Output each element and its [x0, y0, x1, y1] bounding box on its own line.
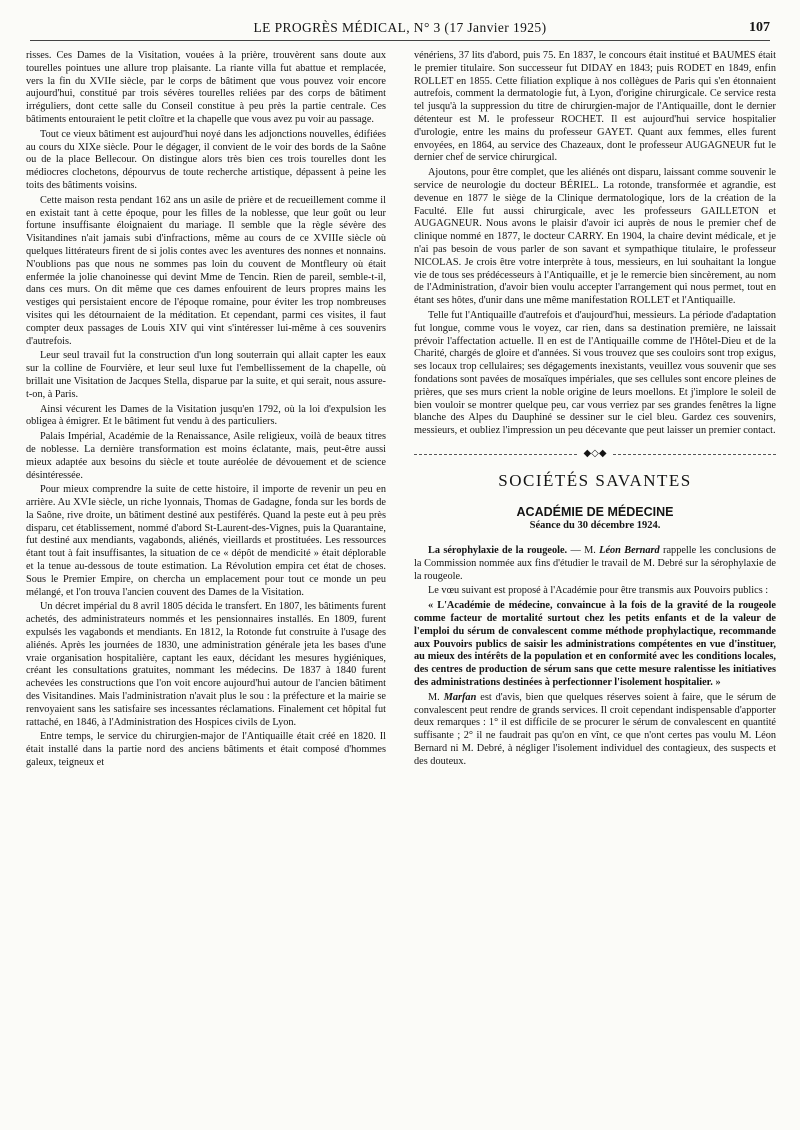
paragraph-text: rappelle les conclusions de la Commission nommée aux fins d'étudier le travail de M. Debré sur la sérophylaxie de la rougeole. [414, 545, 776, 582]
left-column [26, 50, 386, 1120]
paragraph: Palais Impérial, Académie de la Renaissance, Asile religieux, voilà de beaux titres de noblesse. La dernière transformation est moins éclatante, mais, peut-être aussi mieux adaptée aux besoins du siècle et toute auréolée de dévouement et de science désintéressée. [26, 431, 386, 481]
section-divider [414, 448, 776, 461]
paragraph: Leur seul travail fut la construction d'un long souterrain qui allait capter les eaux sur la colline de Fourvière, et leur seul luxe fut l'embellissement de la chapelle, où brillait une Visitation de Jacques Stella, disparue par la suite, et qui serait, nous assure-t-on, à Paris. [26, 350, 386, 400]
page-number: 107 [749, 20, 770, 35]
dash: — M. [567, 545, 600, 557]
paragraph: Ainsi vécurent les Dames de la Visitation jusqu'en 1792, où la loi d'expulsion les obligea à émigrer. Et le bâtiment fut vendu à des particuliers. [26, 403, 386, 428]
paragraph [414, 692, 776, 769]
section-title: SOCIÉTÉS SAVANTES [498, 470, 692, 490]
session-date: Séance du 30 décembre 1924. [529, 520, 661, 532]
paragraph: Un décret impérial du 8 avril 1805 décida le transfert. En 1807, les bâtiments furent achetés, des administrateurs nommés et les pensionnaires installés. En 1809, furent expulsés les vagabonds et mendiants. En 1812, la Rotonde fut construite à l'usage des aliénés. Après les journées de 1830, une administration générale jeta les bases d'une vraie organisation hospitalière, captant les eaux, décidant les mesures hygiéniques, créant les consultations gratuites, nommant les médecins. De 1837 à 1840 furent achevées les constructions que l'on voit encore aujourd'hui autour de l'ancien bâtiment des Visitandines. Mais l'administration n'avait plus le sou : la préfecture et la mairie se renvoyaient sans les satisfaire ses incessantes réclamations. Finalement cet hôpital fut rattaché, en 1846, à l'Administration des Hospices civils de Lyon. [26, 601, 386, 728]
speaker-name: Marfan [443, 691, 477, 703]
paragraph: Le vœu suivant est proposé à l'Académie pour être transmis aux Pouvoirs publics : [428, 585, 769, 597]
paragraph-text: est d'avis, bien que quelques réserves soient à faire, que le sérum de convalescent peut rendre de grands services. Il croit cependant indispensable d'apporter deux remarques : 1° il est difficile de se procurer le sérum de convalescent en quantité suffisante ; 2° il ne faudrait pas qu'on en vînt, ce que n'ont certes pas voulu M. Léon Bernard ni M. Debré, à négliger l'isolement individuel des contagieux, des suspects et des douteux. [414, 691, 776, 767]
running-header [30, 18, 770, 41]
paragraph: Entre temps, le service du chirurgien-major de l'Antiquaille était créé en 1820. Il était installé dans la partie nord des anciens bâtiments et était composé d'hommes galeux, teigneux et [26, 731, 386, 769]
paragraph: Pour mieux comprendre la suite de cette histoire, il importe de revenir un peu en arrière. Au XVIe siècle, un riche lyonnais, Thomas de Gadagne, fonda sur les bords de la Saône, rive droite, un bâtiment destiné aux pestiférés. Quand la peste eut à peu près disparu, cet établissement, nommé d'abord St-Laurent-des-Vignes, puis la Quarantaine, fut destiné aux mendiants, vagabonds, aliénés, vieillards et prostituées. Les ressources étant tout à fait insuffisantes, la situation de ce « dépôt de mendicité » était déplorable et la tenue au-dessous de toute estimation. La Révolution empira cet état de choses. Sous le Premier Empire, on chercha un emplacement pour tout ce monde un peu mélangé, et l'on trouva l'ancien couvent des Dames de la Visitation. [26, 484, 386, 598]
divider-line-left [414, 454, 577, 455]
resolution-quote: « L'Académie de médecine, convaincue à la fois de la gravité de la rougeole comme facteur de mortalité surtout chez les petits enfants et de la valeur de l'emploi du sérum de convalescent comme méthode prophylactique, recommande aux Pouvoirs publics de saisir les administrations compétentes en vue d'instituer, au mieux des intérêts de la population et en conformité avec les conditions locales, des centres de production de sérum sans que cette mesure ralentisse les initiatives des administrations destinées à perfectionner l'isolement hospitalier. » [414, 600, 776, 689]
academy-title: ACADÉMIE DE MÉDECINE [516, 504, 674, 519]
paragraph-lead: La sérophylaxie de la rougeole. [428, 545, 568, 557]
speaker-name: Léon Bernard [599, 545, 660, 557]
running-title: LE PROGRÈS MÉDICAL, N° 3 (17 Janvier 1925) [253, 20, 547, 35]
paragraph: Tout ce vieux bâtiment est aujourd'hui noyé dans les adjonctions nouvelles, édifiées au cours du XIXe siècle. Pour le dégager, il convient de le voir des bords de la Saône ou de la place Bellecour. On distingue alors très bien ces trois tourelles dont les médiocres clochetons, dépourvus de toute recherche artistique, dépassent à peine les toits des bâtiments voisins. [26, 128, 386, 191]
paragraph: vénériens, 37 lits d'abord, puis 75. En 1837, le concours était institué et BAUMÈS était le premier titulaire. Son successeur fut DIDAY en 1843; puis RODET en 1849, enfin ROLLET en 1855. Cette filiation explique à nos collègues de Paris qui s'en étonnaient autrefois, comment la dermatologie fut, à Lyon, d'origine chirurgicale. Ce service resta tel jusqu'à la suppression du titre de chirurgien-major de l'Antiquaille, dont le dernier détenteur est M. le professeur ROCHET. Il est aujourd'hui service hospitalier d'urologie, entre les mains du professeur GAYET. Quant aux femmes, elles furent envoyées, en 1864, au service des Chazeaux, dont le professeur AUGAGNEUR fut le dernier chef de service chirurgical. [414, 50, 776, 164]
paragraph: risses. Ces Dames de la Visitation, vouées à la prière, trouvèrent sans doute aux tourelles pointues une allure trop plaisante. La riante villa fut abattue et remplacée, vers la fin du XVIIe siècle, par le corps de bâtiment que vous pouvez voir encore aujourd'hui, constitué par trois sévères tourelles reliées par des corps de bâtiment irréguliers, dont cette salle du Conseil constitue à peu près la partie centrale. Ces bâtiments entouraient le petit cloître et la chapelle que vous avez pu voir au passage. [26, 50, 386, 125]
ornament-icon: ◆◇◆ [583, 447, 607, 459]
paragraph [414, 545, 776, 583]
paragraph-lead: M. [428, 691, 444, 703]
paragraph: Cette maison resta pendant 162 ans un asile de prière et de recueillement comme il en existait tant à cette époque, pour les filles de la noblesse, que leur goût ou leur fortune insuffisante éloignaient du mariage. Il semble que la règle sévère des Visitandines n'ait jamais subi d'infractions, même au cours de ce XVIIIe siècle où quelques littérateurs firent de si jolis contes avec les aventures des nonnes et nonnains. N'oublions pas que nous ne sommes pas loin du couvent de Montfleury où était enfermée la jolie chanoinesse qui devint Mme de Tencin. Rien de pareil, semble-t-il, dans ces murs. On dit même que ces dames enfouirent de leurs propres mains les vestiges qui persistaient encore de l'époque romaine, pour éviter les trop nombreuses visites qui les détournaient de la méditation. Et cependant, parmi ces visites, il faut compter deux passages de Louis XIV qui vint s'intéresser lui-même à ces souvenirs d'autrefois. [26, 194, 386, 347]
divider-line-right [613, 454, 776, 455]
right-column [414, 50, 776, 1120]
paragraph: Ajoutons, pour être complet, que les aliénés ont disparu, laissant comme souvenir le service de neurologie du docteur BÉRIEL. La rotonde, transformée et agrandie, est devenue en 1877 le siège de la Clinique dermatologique, lors de la création de la Faculté. Elle fut aussi chirurgicale, avec les professeurs GAILLETON et AUGAGNEUR. Nous avons le plaisir d'avoir ici auprès de nous le premier chef de clinique nommé en 1877, le docteur CARRY. En 1904, la chaire devint médicale, et je n'ai pas besoin de vous parler de son savant et sympathique titulaire, le professeur NICOLAS. Je crois être votre interprète à tous, messieurs, en lui souhaitant la longue vie de tous ses prédécesseurs à l'Antiquaille, et je le remercie bien sincèrement, au nom de l'Administration, d'avoir bien voulu accepter l'arrangement qui nous permet, tout en étant ses hôtes, d'unir dans une même manifestation ROLLET et l'Antiquaille. [414, 167, 776, 307]
paragraph: Telle fut l'Antiquaille d'autrefois et d'aujourd'hui, messieurs. La période d'adaptation fut longue, comme vous le voyez, car rien, dans sa destination première, ne laissait prévoir l'affectation actuelle. Il en est de l'Antiquaille comme de l'Hôtel-Dieu et de la Charité, chargés de gloire et d'années. Si vous trouvez que ses couloirs sont trop exigus, ses locaux trop cellulaires; ses dégagements inexistants, veuillez vous souvenir que ses fondations sont pavées de mosaïques impériales, que ses cellules sont encore pleines de prières, que ses murs crient la noble origine de leurs moellons. Et j'implore le soleil de bien vouloir se montrer quelque peu, car vous verriez par ses grandes fenêtres la ligne blanche des Alpes du Dauphiné se dessiner sur le ciel bleu. Gardez ces souvenirs, messieurs, et oubliez l'impression un peu décevante que peut laisser un premier contact. [414, 309, 776, 437]
